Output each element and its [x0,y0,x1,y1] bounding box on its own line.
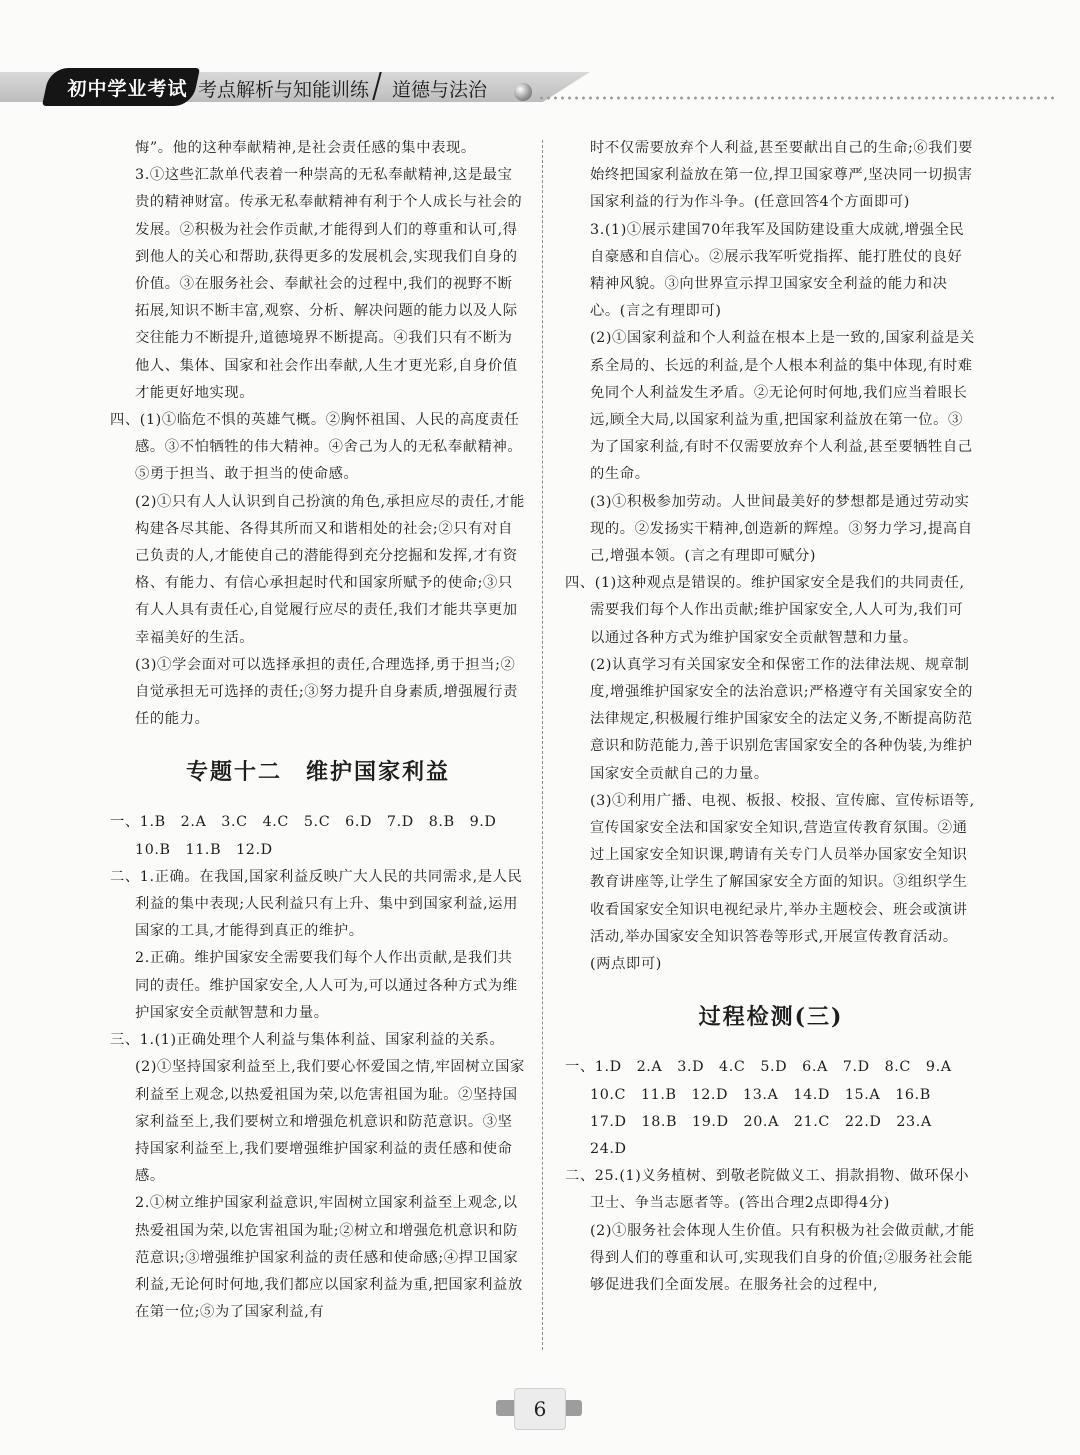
section-title: 过程检测(三) [698,1004,844,1031]
paragraph: (2)①只有人人认识到自己扮演的角色,承担应尽的责任,才能构建各尽其能、各得其所而又和谐相处的社会;②只有对自己负责的人,才能使自己的潜能得到充分挖掘和发挥,才有资格、有能力、有信心承担起时代和国家所赋予的使命;③只有人人具有责任心,自觉履行应尽的责任,我们才能共享更加幸福美好的生活。 [135,493,525,646]
page-header [0,62,1080,118]
answer-list: 一、1.B 2.A 3.C 4.C 5.C 6.D 7.D 8.B 9.D 10.B 11.B 12.D [110,814,512,858]
right-column [565,135,977,1299]
paragraph: 悔”。他的这种奉献精神,是社会责任感的集中表现。 [135,140,476,156]
paragraph: 二、25.(1)义务植树、到敬老院做义工、捐款捐物、做环保小卫士、争当志愿者等。(答出合理2点即得4分) [565,1168,970,1212]
header-series: 初中学业考试 [67,78,188,100]
paragraph: (3)①利用广播、电视、板报、校报、宣传廊、宣传标语等,宣传国家安全法和国家安全知识,营造宣传教育氛围。②通过上国家安全知识课,聘请有关专门人员举办国家安全知识教育讲座等,让学生了解国家安全方面的知识。③组织学生收看国家安全知识电视纪录片,举办主题校会、班会或演讲活动,举办国家安全知识答卷等形式,开展宣传教育活动。(两点即可) [590,792,975,973]
paragraph: 三、1.(1)正确处理个人利益与集体利益、国家利益的关系。 [110,1032,505,1049]
left-column [110,135,526,1326]
paragraph: 二、1.正确。在我国,国家利益反映广大人民的共同需求,是人民利益的集中表现;人民利益只有上升、集中到国家利益,运用国家的工具,才能得到真正的维护。 [110,868,523,940]
paragraph: (2)①服务社会体现人生价值。只有积极为社会做贡献,才能得到人们的尊重和认可,实现我们自身的价值;②服务社会能够促进我们全面发展。在服务社会的过程中, [590,1222,975,1293]
paragraph: 2.正确。维护国家安全需要我们每个人作出贡献,是我们共同的责任。维护国家安全,人人可为,可以通过各种方式为维护国家安全贡献智慧和力量。 [135,950,518,1021]
paragraph: (3)①积极参加劳动。人世间最美好的梦想都是通过劳动实现的。②发扬实干精神,创造新的辉煌。③努力学习,提高自己,增强本领。(言之有理即可赋分) [590,493,973,565]
answer-list: 一、1.D 2.A 3.D 4.C 5.D 6.A 7.D 8.C 9.A 10.C 11.B 12.D 13.A 14.D 15.A 16.B 17.D 18.B 19.D 20.A 21.C 22.D 23.A 24.D [565,1059,967,1157]
paragraph: (3)①学会面对可以选择承担的责任,合理选择,勇于担当;②自觉承担无可选择的责任;③努力提升自身素质,增强履行责任的能力。 [135,656,518,728]
paragraph: 四、(1)①临危不惧的英雄气概。②胸怀祖国、人民的高度责任感。③不怕牺牲的伟大精神。④舍己为人的无私奉献精神。⑤勇于担当、敢于担当的使命感。 [110,412,523,483]
column-divider [542,140,543,1350]
paragraph: 2.①树立维护国家利益意识,牢固树立国家利益至上观念,以热爱祖国为荣,以危害祖国为耻;②树立和增强危机意识和防范意识;③增强维护国家利益的责任感和使命感;④捍卫国家利益,无论何时何地,我们都应以国家利益为重,把国家利益放在第一位;⑤为了国家利益,有 [135,1195,523,1321]
header-subject: 道德与法治 [392,79,488,101]
paragraph: 时不仅需要放弃个人利益,甚至要献出自己的生命;⑥我们要始终把国家利益放在第一位,捍卫国家尊严,坚决同一切损害国家利益的行为作斗争。(任意回答4个方面即可) [590,140,973,211]
paragraph: 3.①这些汇款单代表着一种崇高的无私奉献精神,这是最宝贵的精神财富。传承无私奉献精神有利于个人成长与社会的发展。②积极为社会作贡献,才能得到人们的尊重和认可,得到他人的关心和帮助,获得更多的发展机会,实现我们自身的价值。③在服务社会、奉献社会的过程中,我们的视野不断拓展,知识不断丰富,观察、分析、解决问题的能力以及人际交往能力不断提升,道德境界不断提高。④我们只有不断为他人、集体、国家和社会作出奉献,人生才更光彩,自身价值才能更好地实现。 [135,167,523,401]
paragraph: (2)①坚持国家利益至上,我们要心怀爱国之情,牢固树立国家利益至上观念,以热爱祖国为荣,以危害祖国为耻。②坚持国家利益至上,我们要树立和增强危机意识和防范意识。③坚持国家利益至上,我们要增强维护国家利益的责任感和使命感。 [135,1059,525,1185]
paragraph: (2)①国家利益和个人利益在根本上是一致的,国家利益是关系全局的、长远的利益,是个人根本利益的集中体现,有时难免同个人利益发生矛盾。②无论何时何地,我们应当着眼长远,顾全大局,以国家利益为重,把国家利益放在第一位。③为了国家利益,有时不仅需要放弃个人利益,甚至要牺牲自己的生命。 [590,330,975,483]
paragraph: 四、(1)这种观点是错误的。维护国家安全是我们的共同责任,需要我们每个人作出贡献;维护国家安全,人人可为,我们可以通过各种方式为维护国家安全贡献智慧和力量。 [565,575,965,646]
paragraph: (2)认真学习有关国家安全和保密工作的法律法规、规章制度,增强维护国家安全的法治意识;严格遵守有关国家安全的法律规定,积极履行维护国家安全的法定义务,不断提高防范意识和防范能力,善于识别危害国家安全的各种伪装,为维护国家安全贡献自己的力量。 [590,656,973,782]
header-dotted-rule [538,96,1058,100]
header-ball-ornament [514,83,532,101]
header-subtitle: 考点解析与知能训练 [198,79,370,101]
section-title: 专题十二 维护国家利益 [185,759,450,786]
paragraph: 3.(1)①展示建国70年我军及国防建设重大成就,增强全民自豪感和自信心。②展示我军听党指挥、能打胜仗的良好精神风貌。③向世界宣示捍卫国家安全利益的能力和决心。(言之有理即可) [590,221,965,320]
page-number: 6 [514,1388,566,1430]
